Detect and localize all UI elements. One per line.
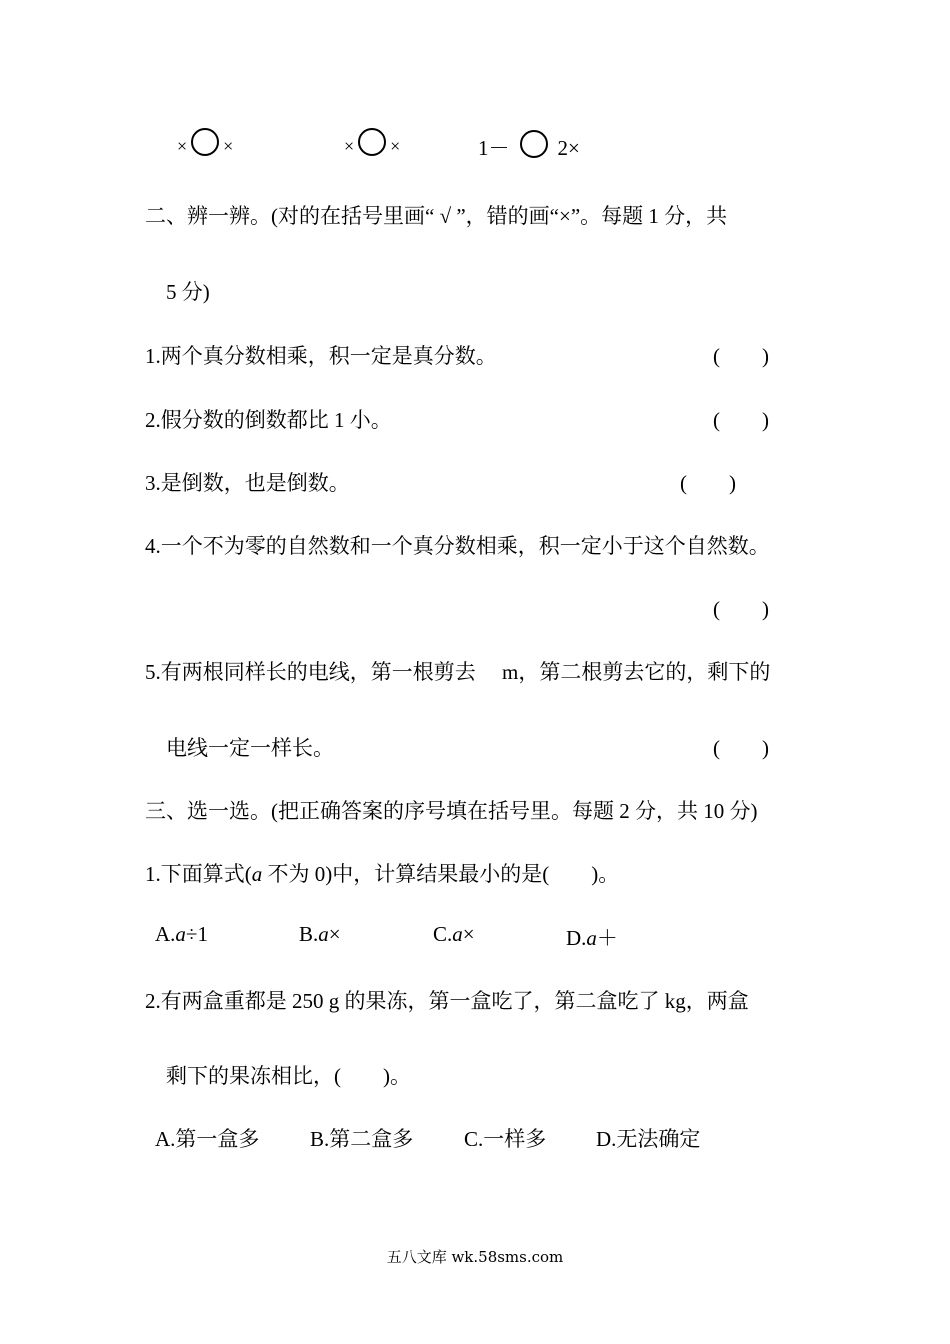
choice-question-2-cont: 剩下的果冻相比，( )。 <box>166 1064 411 1088</box>
q1-pre: 1.下面算式( <box>145 862 252 886</box>
q1-option-b[interactable] <box>299 922 341 947</box>
section2-heading-cont: 5 分) <box>166 280 210 304</box>
compare-2-left: × <box>344 136 355 157</box>
option-rest: ÷1 <box>185 922 208 946</box>
compare-1-right: × <box>223 136 234 157</box>
option-label: D. <box>566 926 587 950</box>
option-var: a <box>452 922 463 946</box>
choice-question-1 <box>145 858 619 888</box>
judge-item-5: 5.有两根同样长的电线，第一根剪去 m，第二根剪去它的，剩下的 <box>145 660 771 684</box>
compare-circle-2[interactable] <box>358 128 386 156</box>
q2-option-a[interactable]: A.第一盒多 <box>155 1127 260 1151</box>
compare-circle-3[interactable] <box>520 130 548 158</box>
option-var: a <box>175 922 186 946</box>
option-label: B. <box>299 922 319 946</box>
section3-heading: 三、选一选。(把正确答案的序号填在括号里。每题 2 分，共 10 分) <box>145 799 758 823</box>
compare-1-left: × <box>177 136 188 157</box>
section2-heading: 二、辨一辨。(对的在括号里画“ √ ”，错的画“×”。每题 1 分，共 <box>145 204 728 228</box>
option-label: A. <box>155 922 176 946</box>
compare-item-1 <box>177 134 233 162</box>
option-var: a <box>586 926 597 950</box>
q2-option-c[interactable]: C.一样多 <box>464 1127 547 1151</box>
answer-paren-1[interactable]: ( ) <box>713 344 769 368</box>
judge-item-1: 1.两个真分数相乘，积一定是真分数。 <box>145 344 497 368</box>
compare-circle-1[interactable] <box>191 128 219 156</box>
option-rest: ＋ <box>596 926 618 950</box>
judge-item-3: 3.是倒数，也是倒数。 <box>145 471 350 495</box>
answer-paren-4[interactable]: ( ) <box>713 597 769 621</box>
q1-var: a <box>251 862 263 886</box>
q2-option-b[interactable]: B.第二盒多 <box>310 1127 414 1151</box>
answer-paren-2[interactable]: ( ) <box>713 408 769 432</box>
compare-3-right: 2× <box>557 136 580 160</box>
judge-item-5-cont: 电线一定一样长。 <box>166 736 334 760</box>
option-rest: × <box>462 922 475 946</box>
option-label: C. <box>433 922 453 946</box>
judge-item-4: 4.一个不为零的自然数和一个真分数相乘，积一定小于这个自然数。 <box>145 534 770 558</box>
compare-item-3 <box>478 132 580 164</box>
q1-option-a[interactable] <box>155 922 208 947</box>
choice-question-2: 2.有两盒重都是 250 g 的果冻，第一盒吃了，第二盒吃了 kg，两盒 <box>145 989 749 1013</box>
footer-watermark: 五八文库 wk.58sms.com <box>386 1248 564 1266</box>
answer-paren-5[interactable]: ( ) <box>713 736 769 760</box>
q1-option-d[interactable] <box>566 922 618 952</box>
option-var: a <box>318 922 329 946</box>
answer-paren-3[interactable]: ( ) <box>680 471 736 495</box>
q2-option-d[interactable]: D.无法确定 <box>596 1127 701 1151</box>
option-rest: × <box>328 922 341 946</box>
q1-option-c[interactable] <box>433 922 475 947</box>
compare-2-right: × <box>390 136 401 157</box>
judge-item-2: 2.假分数的倒数都比 1 小。 <box>145 408 392 432</box>
q1-post: 不为 0)中，计算结果最小的是( )。 <box>262 862 620 886</box>
compare-3-left: 1－ <box>478 136 510 160</box>
compare-item-2 <box>344 134 400 162</box>
